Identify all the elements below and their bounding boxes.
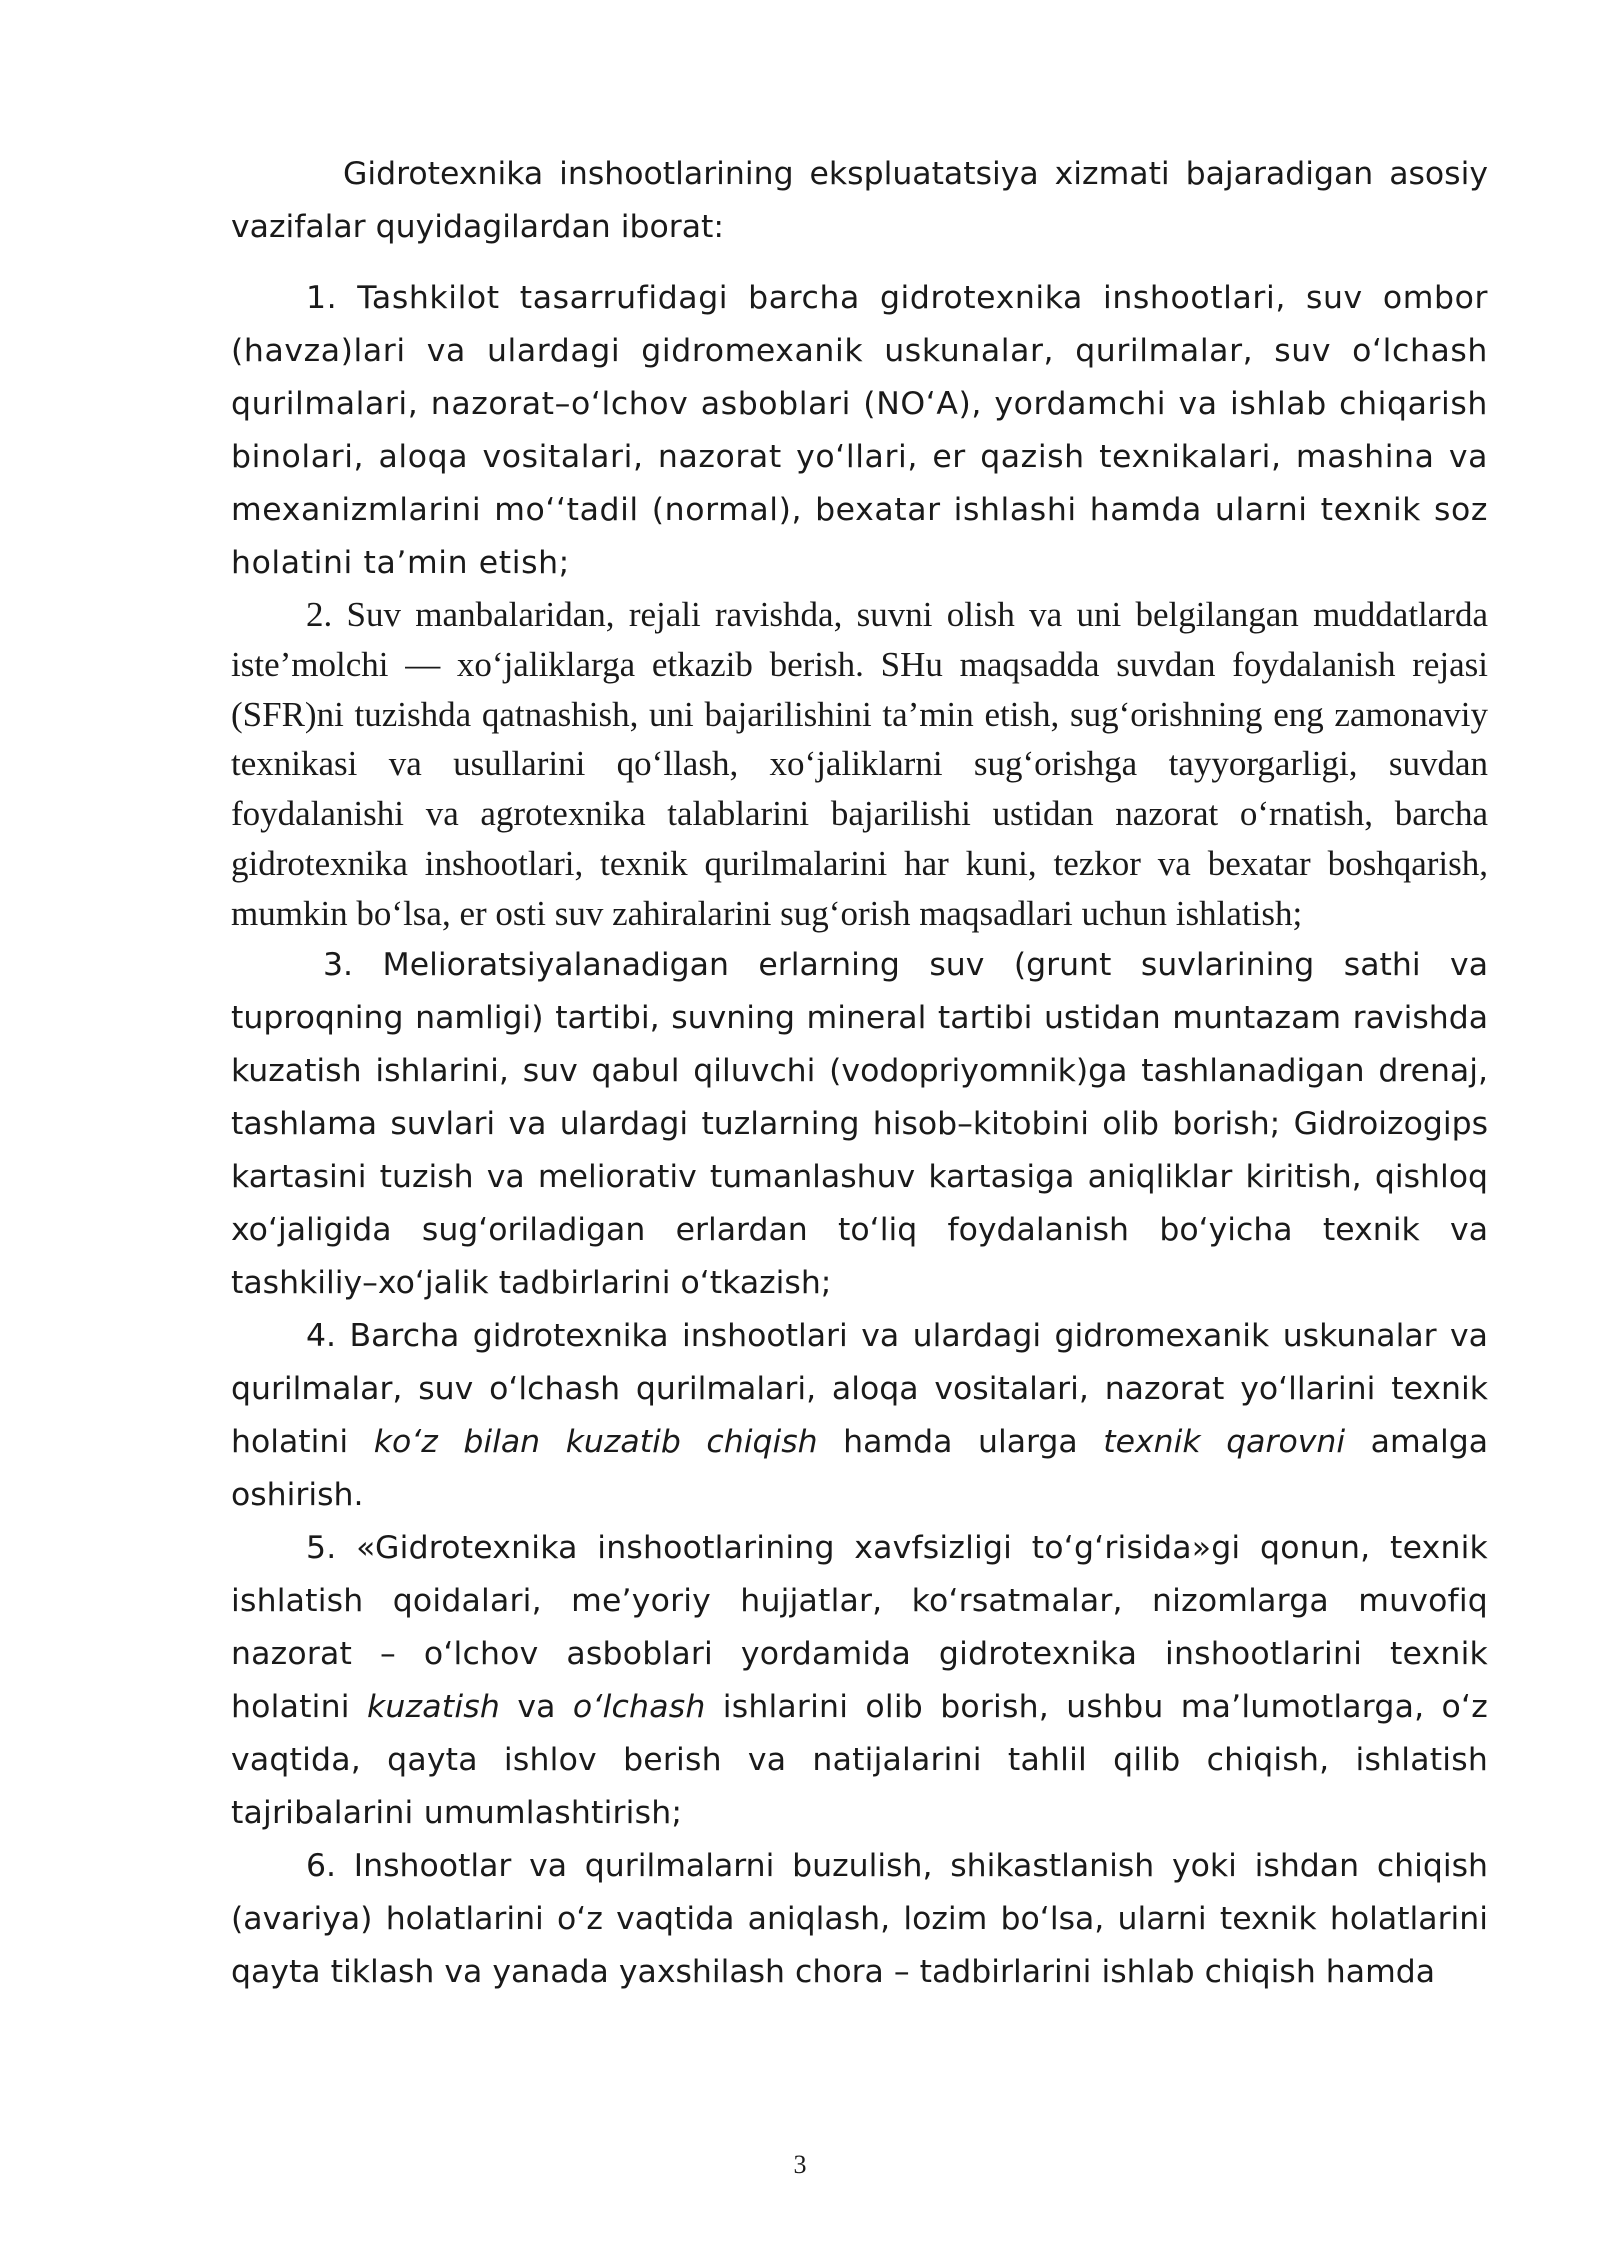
page-number: 3 <box>793 2150 807 2179</box>
document-body <box>231 148 1488 1999</box>
list-item-4-emphasis-1: ko‘z bilan kuzatib chiqish <box>373 1423 818 1460</box>
list-item-5-emphasis-2: o‘lchash <box>572 1688 706 1725</box>
list-item-1: 1. Tashkilot tasarrufidagi barcha gidrotexnika inshootlari, suv ombor (havza)lari va ulardagi gidromexanik uskunalar, qurilmalar, suv o‘lchash qurilmalari, nazorat–o‘lchov asboblari (NO‘A), yordamchi va ishlab chiqarish binolari, aloqa vositalari, nazorat yo‘llari, er qazish texnikalari, mashina va mexanizmlarini mo‘‘tadil (normal), bexatar ishlashi hamda ularni texnik soz holatini ta’min etish; <box>231 280 1488 581</box>
list-item-4 <box>231 1310 1488 1522</box>
list-item-4-emphasis-2: texnik qarovni <box>1103 1423 1346 1460</box>
list-item-5-emphasis-1: kuzatish <box>366 1688 501 1725</box>
list-item-5-text-end: ishlarini olib borish, ushbu ma’lumotlarga, o‘z vaqtida, qayta ishlov berish va natijalarini tahlil qilib chiqish, ishlatish tajribalarini umumlashtirish; <box>231 1688 1488 1831</box>
list-item-3: 3. Melioratsiyalanadigan erlarning suv (grunt suvlarining sathi va tuproqning namligi) tartibi, suvning mineral tartibi ustidan muntazam ravishda kuzatish ishlarini, suv qabul qiluvchi (vodopriyomnik)ga tashlanadigan drenaj, tashlama suvlari va ulardagi tuzlarning hisob–kitobini olib borish; Gidroizogips kartasini tuzish va meliorativ tumanlashuv kartasiga aniqliklar kiritish, qishloq xo‘jaligida sug‘oriladigan erlardan to‘liq foydalanish bo‘yicha texnik va tashkiliy–xo‘jalik tadbirlarini o‘tkazish; <box>231 946 1488 1301</box>
list-item-4-text-mid: hamda ularga <box>817 1423 1104 1460</box>
list-item-2: 2. Suv manbalaridan, rejali ravishda, suvni olish va uni belgilangan muddatlarda iste’molchi — xo‘jaliklarga etkazib berish. SHu maqsadda suvdan foydalanish rejasi (SFR)ni tuzishda qatnashish, uni bajarilishini ta’min etish, sug‘orishning eng zamonaviy texnikasi va usullarini qo‘llash, xo‘jaliklarni sug‘orishga tayyorgarligi, suvdan foydalanishi va agrotexnika talablarini bajarilishi ustidan nazorat o‘rnatish, barcha gidrotexnika inshootlari, texnik qurilmalarini har kuni, tezkor va bexatar boshqarish, mumkin bo‘lsa, er osti suv zahiralarini sug‘orish maqsadlari uchun ishlatish; <box>231 595 1488 933</box>
list-item-4-text-end: amalga oshirish. <box>231 1423 1488 1513</box>
list-item-5 <box>231 1522 1488 1840</box>
list-item-5-text-start: 5. «Gidrotexnika inshootlarining xavfsizligi to‘g‘risida»gi qonun, texnik ishlatish qoidalari, me’yoriy hujjatlar, ko‘rsatmalar, nizomlarga muvofiq nazorat – o‘lchov asboblari yordamida gidrotexnika inshootlarini texnik holatini <box>231 1529 1488 1725</box>
list-item-5-text-mid: va <box>500 1688 573 1725</box>
list-item-6: 6. Inshootlar va qurilmalarni buzulish, shikastlanish yoki ishdan chiqish (avariya) holatlarini o‘z vaqtida aniqlash, lozim bo‘lsa, ularni texnik holatlarini qayta tiklash va yanada yaxshilash chora – tadbirlarini ishlab chiqish hamda <box>231 1847 1488 1990</box>
list-item-4-text-start: 4. Barcha gidrotexnika inshootlari va ulardagi gidromexanik uskunalar va qurilmalar, suv o‘lchash qurilmalari, aloqa vositalari, nazorat yo‘llarini texnik holatini <box>231 1317 1488 1460</box>
intro-paragraph: Gidrotexnika inshootlarining ekspluatatsiya xizmati bajaradigan asosiy vazifalar quyidagilardan iborat: <box>231 156 1488 245</box>
